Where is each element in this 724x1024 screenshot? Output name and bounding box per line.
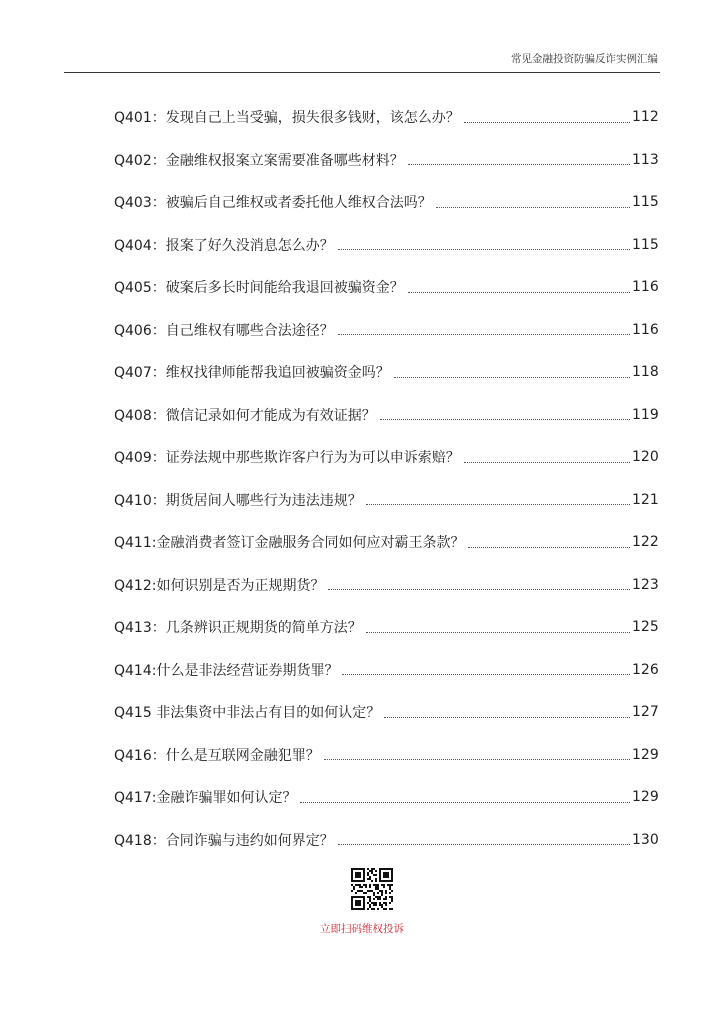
toc-entry-page: 125 (632, 619, 659, 636)
toc-entry-page: 116 (632, 279, 659, 296)
toc-entry[interactable] (114, 96, 658, 139)
toc-leader-dots (338, 235, 630, 250)
toc-entry[interactable] (114, 649, 658, 692)
toc-entry[interactable] (114, 564, 658, 607)
toc-leader-dots (384, 703, 630, 718)
toc-entry-page: 127 (632, 704, 659, 721)
toc-entry-title: Q405：破案后多长时间能给我退回被骗资金？ (114, 280, 404, 297)
toc-entry-page: 130 (632, 831, 659, 848)
toc-leader-dots (324, 745, 630, 760)
toc-entry-page: 120 (632, 449, 659, 466)
qr-caption: 立即扫码维权投诉 (320, 923, 404, 935)
table-of-contents (114, 96, 658, 861)
toc-leader-dots (342, 660, 630, 675)
toc-entry-title: Q408：微信记录如何才能成为有效证据？ (114, 407, 376, 424)
toc-entry-page: 123 (632, 576, 659, 593)
toc-entry-title: Q404：报案了好久没消息怎么办？ (114, 237, 334, 254)
toc-entry[interactable] (114, 436, 658, 479)
toc-entry[interactable] (114, 266, 658, 309)
toc-entry-title: Q401：发现自己上当受骗，损失很多钱财，该怎么办？ (114, 110, 460, 127)
toc-entry-title: Q416：什么是互联网金融犯罪？ (114, 747, 320, 764)
toc-leader-dots (366, 490, 630, 505)
toc-entry-title: Q414:什么是非法经营证券期货罪？ (114, 662, 339, 679)
toc-leader-dots (464, 448, 630, 463)
toc-entry-page: 121 (632, 491, 659, 508)
toc-leader-dots (338, 830, 630, 845)
toc-entry-page: 115 (632, 194, 659, 211)
qr-code-icon[interactable] (351, 868, 393, 910)
toc-leader-dots (338, 320, 630, 335)
toc-entry[interactable] (114, 776, 658, 819)
toc-leader-dots (366, 618, 630, 633)
toc-entry[interactable] (114, 734, 658, 777)
toc-entry-page: 113 (632, 151, 659, 168)
toc-leader-dots (408, 278, 630, 293)
toc-entry-page: 118 (632, 364, 659, 381)
toc-entry[interactable] (114, 606, 658, 649)
toc-entry[interactable] (114, 309, 658, 352)
toc-leader-dots (394, 363, 630, 378)
toc-entry-title: Q410：期货居间人哪些行为违法违规？ (114, 492, 362, 509)
toc-entry-page: 112 (632, 109, 659, 126)
toc-entry-page: 116 (632, 321, 659, 338)
toc-entry[interactable] (114, 394, 658, 437)
toc-entry-title: Q406：自己维权有哪些合法途径？ (114, 322, 334, 339)
toc-entry-title: Q409：证券法规中那些欺诈客户行为为可以申诉索赔？ (114, 450, 460, 467)
header-title: 常见金融投资防骗反诈实例汇编 (511, 53, 658, 65)
toc-entry-title: Q418：合同诈骗与违约如何界定？ (114, 832, 334, 849)
toc-entry[interactable] (114, 181, 658, 224)
toc-entry-page: 119 (632, 406, 659, 423)
toc-entry-title: Q411:金融消费者签订金融服务合同如何应对霸王条款？ (114, 535, 465, 552)
toc-entry-title: Q413：几条辨识正规期货的简单方法？ (114, 620, 362, 637)
toc-leader-dots (436, 193, 630, 208)
toc-leader-dots (328, 575, 630, 590)
toc-entry[interactable] (114, 224, 658, 267)
toc-entry-title: Q402：金融维权报案立案需要准备哪些材料？ (114, 152, 404, 169)
toc-leader-dots (300, 788, 630, 803)
toc-entry[interactable] (114, 351, 658, 394)
toc-entry[interactable] (114, 139, 658, 182)
toc-entry-page: 122 (632, 534, 659, 551)
toc-entry-page: 129 (632, 746, 659, 763)
toc-entry[interactable] (114, 479, 658, 522)
toc-entry-title: Q407：维权找律师能帮我追回被骗资金吗？ (114, 365, 390, 382)
toc-entry-title: Q417:金融诈骗罪如何认定？ (114, 790, 297, 807)
toc-entry-title: Q412:如何识别是否为正规期货？ (114, 577, 325, 594)
toc-entry-page: 129 (632, 789, 659, 806)
toc-entry-title: Q403：被骗后自己维权或者委托他人维权合法吗？ (114, 195, 432, 212)
toc-leader-dots (464, 108, 630, 123)
toc-entry[interactable] (114, 691, 658, 734)
toc-leader-dots (468, 533, 630, 548)
toc-entry-page: 126 (632, 661, 659, 678)
toc-leader-dots (380, 405, 630, 420)
toc-entry[interactable] (114, 521, 658, 564)
toc-leader-dots (408, 150, 630, 165)
toc-entry[interactable] (114, 819, 658, 862)
header-divider (64, 72, 660, 73)
toc-entry-page: 115 (632, 236, 659, 253)
toc-entry-title: Q415 非法集资中非法占有目的如何认定？ (114, 705, 381, 722)
